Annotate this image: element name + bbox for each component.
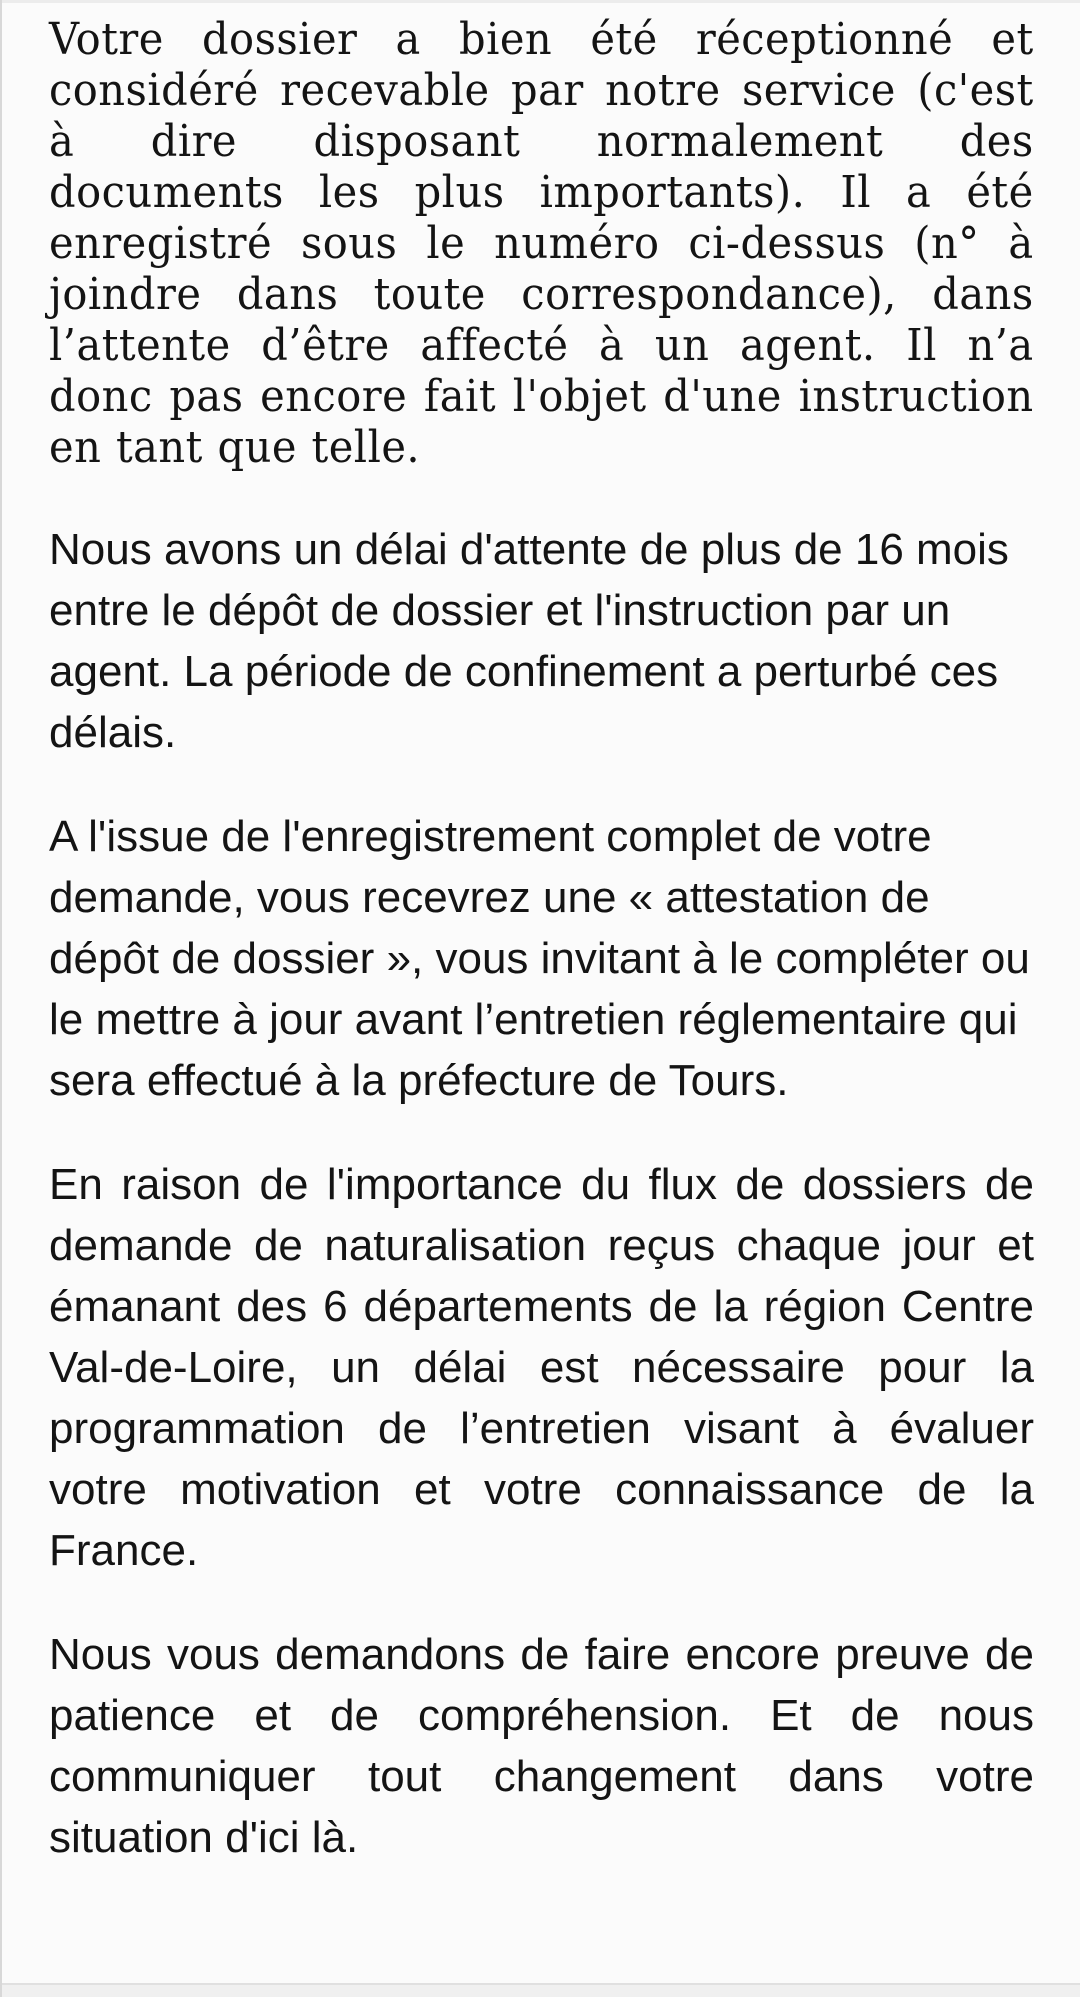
message-body — [49, 14, 1034, 1911]
paragraph-patience-request: Nous vous demandons de faire encore preuve de patience et de compréhension. Et de nous communiquer tout changement dans votre situation d'ici là. — [49, 1630, 1034, 1862]
paragraph-flux-explanation: En raison de l'importance du flux de dossiers de demande de naturalisation reçus chaque jour et émanant des 6 départements de la région Centre Val-de-Loire, un délai est nécessaire pour la programmation de l’entretien visant à évaluer votre motivation et votre connaissance de la France. — [49, 1160, 1034, 1575]
top-divider — [2, 0, 1080, 3]
bottom-divider — [2, 1983, 1080, 1997]
paragraph-waiting-delay: Nous avons un délai d'attente de plus de 16 mois entre le dépôt de dossier et l'instruction par un agent. La période de confinement a perturbé ces délais. — [49, 525, 1009, 757]
paragraph-dossier-received: Votre dossier a bien été réceptionné et considéré recevable par notre service (c'est à dire disposant normalement des documents les plus importants). Il a été enregistré sous le numéro ci-dessus (n° à joindre dans toute correspondance), dans l’attente d’être affecté à un agent. Il n’a donc pas encore fait l'objet d'une instruction en tant que telle. — [49, 14, 1034, 473]
paragraph-registration-attestation: A l'issue de l'enregistrement complet de votre demande, vous recevrez une « attestation de dépôt de dossier », vous invitant à le compléter ou le mettre à jour avant l’entretien réglementaire qui sera effectué à la préfecture de Tours. — [49, 812, 1030, 1105]
